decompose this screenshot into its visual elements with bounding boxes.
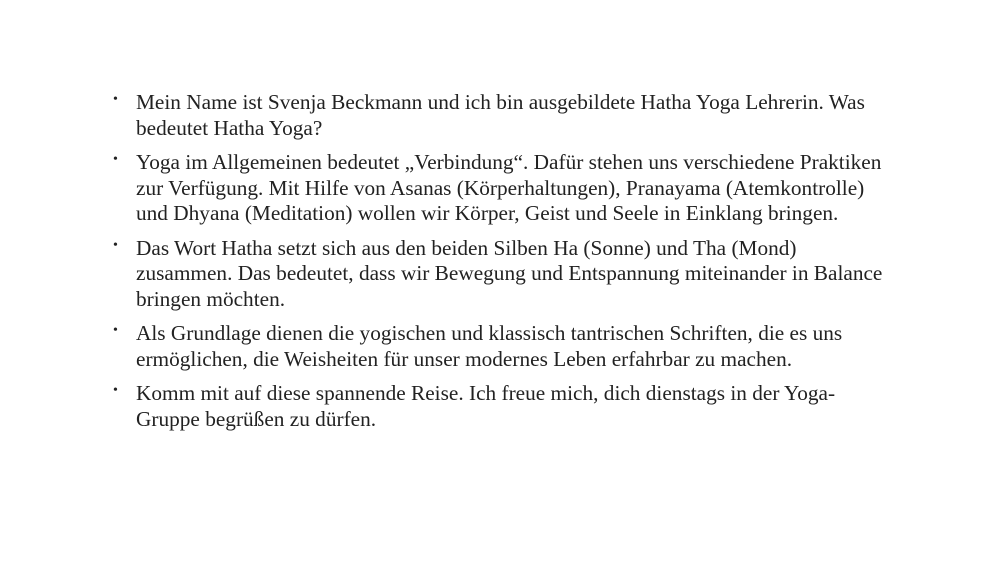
bullet-dot-icon: • xyxy=(113,237,118,253)
bullet-item-4 xyxy=(113,321,883,372)
bullet-text: Yoga im Allgemeinen bedeutet „Verbindung“. Dafür stehen uns verschiedene Praktiken zur Verfügung. Mit Hilfe von Asanas (Körperhaltungen), Pranayama (Atemkontrolle) und Dhyana (Meditation) wollen wir Körper, Geist und Seele in Einklang bringen. xyxy=(136,150,882,225)
bullet-dot-icon: • xyxy=(113,152,118,167)
bullet-text: Als Grundlage dienen die yogischen und klassisch tantrischen Schriften, die es uns ermöglichen, die Weisheiten für unser modernes Leben erfahrbar zu machen. xyxy=(136,321,843,371)
bullet-item-3 xyxy=(113,236,883,313)
bullet-text: Mein Name ist Svenja Beckmann und ich bin ausgebildete Hatha Yoga Lehrerin. Was bedeutet Hatha Yoga? xyxy=(136,90,865,140)
bullet-item-1 xyxy=(113,90,883,141)
bullet-text: Komm mit auf diese spannende Reise. Ich freue mich, dich dienstags in der Yoga-Gruppe begrüßen zu dürfen. xyxy=(136,381,836,431)
bullet-dot-icon: • xyxy=(113,323,118,338)
bullet-list xyxy=(113,90,883,441)
bullet-item-2 xyxy=(113,150,883,227)
bullet-text: Das Wort Hatha setzt sich aus den beiden Silben Ha (Sonne) und Tha (Mond) zusammen. Das bedeutet, dass wir Bewegung und Entspannung miteinander in Balance bringen möchten. xyxy=(136,235,883,311)
bullet-dot-icon: • xyxy=(113,92,118,107)
bullet-dot-icon: • xyxy=(113,383,118,398)
bullet-item-5 xyxy=(113,381,883,432)
